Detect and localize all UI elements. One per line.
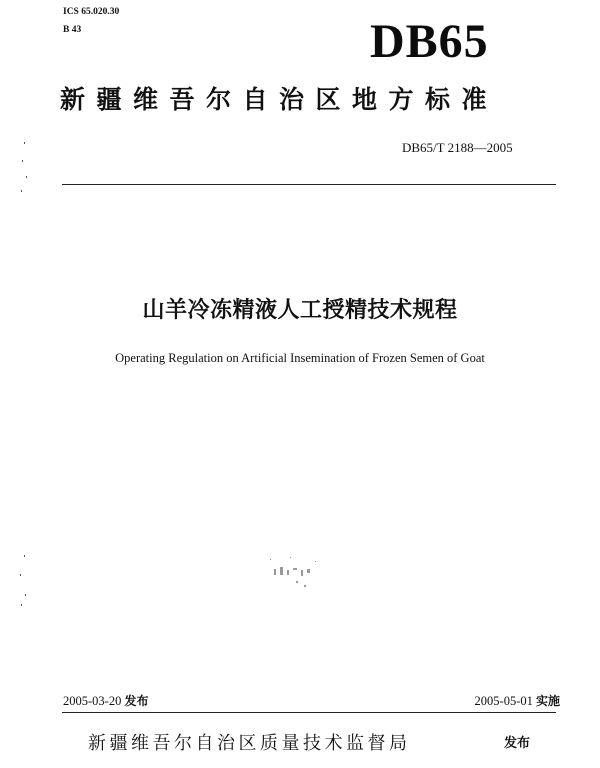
implementation-date bbox=[430, 692, 560, 710]
standard-type-title: 新疆维吾尔自治区地方标准 bbox=[60, 85, 499, 114]
ccs-code: B 43 bbox=[63, 25, 82, 35]
standard-logo: DB65 bbox=[370, 15, 489, 68]
issue-label: 发布 bbox=[124, 694, 149, 708]
issue-date-value: 2005-03-20 bbox=[63, 694, 122, 708]
ics-code: ICS 65.020.30 bbox=[63, 7, 120, 17]
scan-speck bbox=[25, 594, 26, 596]
issue-date bbox=[63, 692, 148, 710]
document-title-english: Operating Regulation on Artificial Insemination of Frozen Semen of Goat bbox=[115, 351, 485, 365]
scan-speck bbox=[21, 604, 22, 606]
scan-speck bbox=[21, 190, 22, 192]
implementation-label: 实施 bbox=[535, 694, 560, 708]
header-divider bbox=[62, 184, 556, 185]
scan-speck bbox=[24, 142, 25, 144]
issuing-authority: 新疆维吾尔自治区质量技术监督局 bbox=[88, 733, 411, 754]
implementation-date-value: 2005-05-01 bbox=[474, 694, 533, 708]
faint-seal-mark bbox=[260, 555, 330, 595]
scan-speck bbox=[26, 176, 27, 178]
issuing-label: 发布 bbox=[504, 736, 531, 751]
scan-speck bbox=[24, 555, 25, 557]
standard-number: DB65/T 2188—2005 bbox=[402, 140, 513, 155]
footer-divider bbox=[62, 712, 556, 713]
scan-speck bbox=[22, 160, 23, 162]
scan-speck bbox=[20, 574, 21, 576]
document-title-chinese: 山羊冷冻精液人工授精技术规程 bbox=[142, 298, 458, 323]
